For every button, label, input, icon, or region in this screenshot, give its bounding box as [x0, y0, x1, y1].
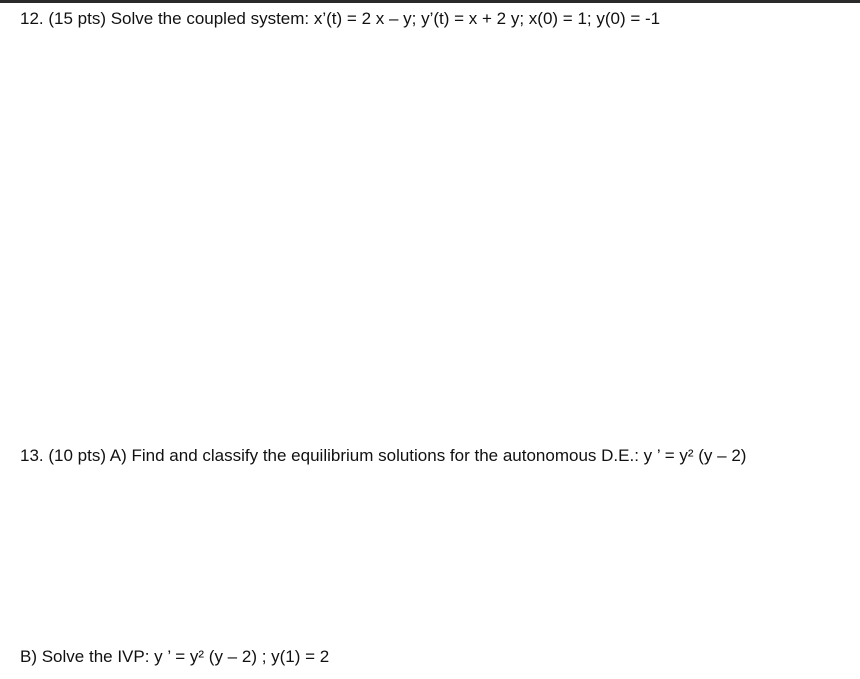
top-border-rule	[0, 0, 860, 3]
question-12-text: 12. (15 pts) Solve the coupled system: x’(t) = 2 x – y; y’(t) = x + 2 y; x(0) = 1; y(0) = -1	[20, 9, 661, 28]
question-13a-text: 13. (10 pts) A) Find and classify the equilibrium solutions for the autonomous D.E.: y ’ = y² (y – 2)	[20, 446, 747, 465]
question-13b-text: B) Solve the IVP: y ’ = y² (y – 2) ; y(1) = 2	[20, 647, 330, 666]
